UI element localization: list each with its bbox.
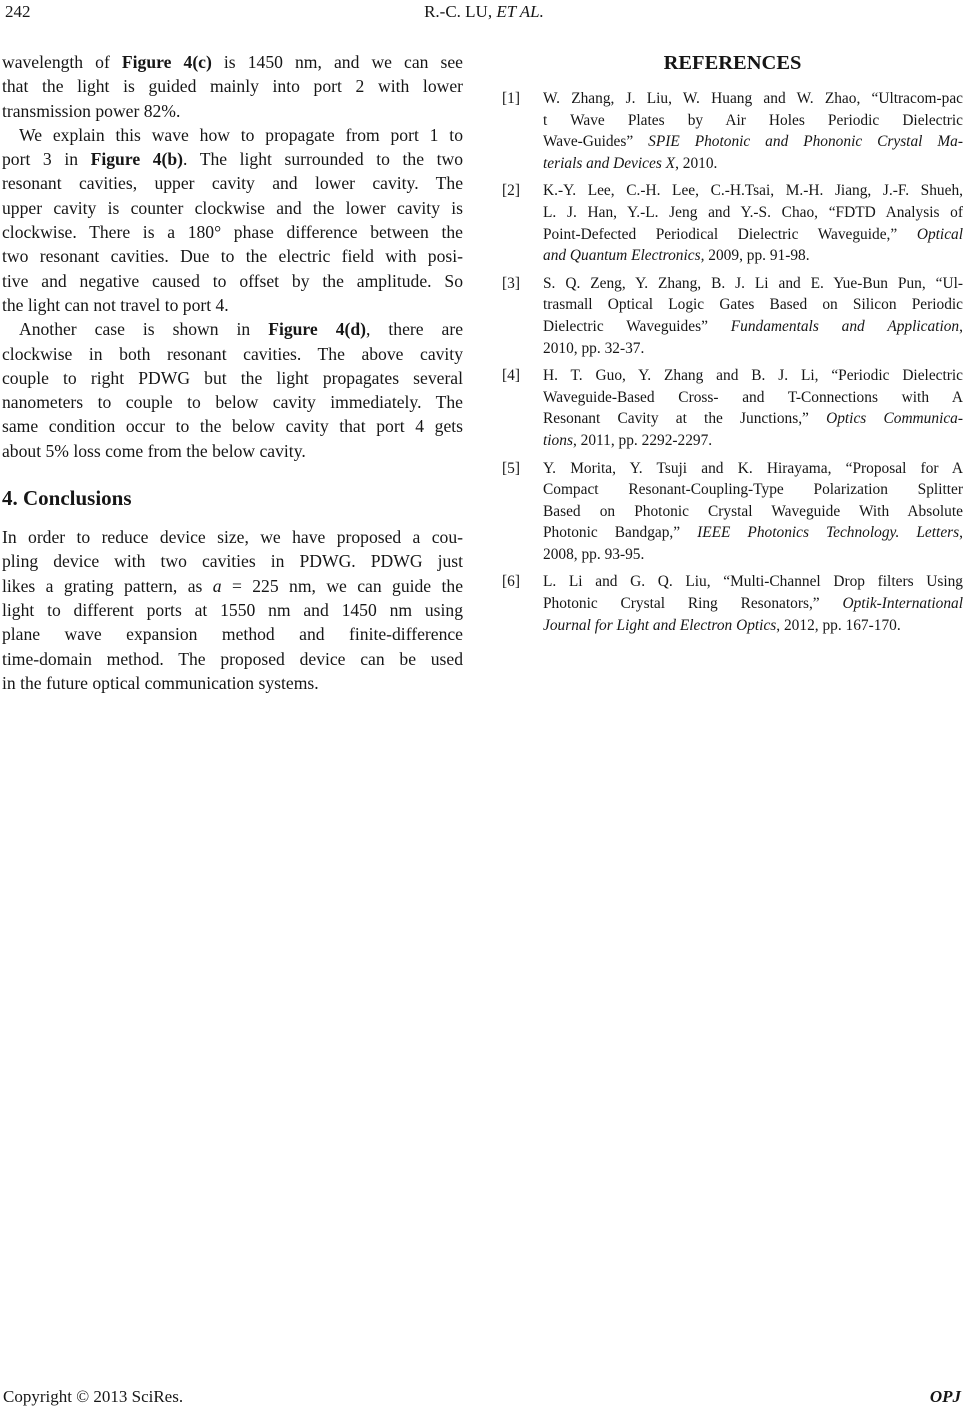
text-line [543, 224, 963, 246]
page-number: 242 [5, 2, 31, 21]
text-segment: plane wave expansion method and finite-difference [2, 624, 463, 645]
text-line [2, 366, 463, 390]
reference-text [543, 571, 963, 636]
text-line [2, 574, 463, 598]
text-line [543, 131, 963, 153]
text-segment: Figure 4(b) [90, 149, 184, 170]
text-segment: wavelength of [2, 52, 122, 72]
text-segment: Another case is shown in [19, 319, 269, 340]
text-segment: , 2010. [675, 154, 718, 172]
text-line [543, 593, 963, 615]
paragraph [2, 317, 463, 463]
text-segment: terials and Devices X [543, 154, 676, 172]
text-segment: transmission power 82%. [2, 100, 181, 121]
text-segment: K.-Y. Lee, C.-H. Lee, C.-H.Tsai, M.-H. Jiang, J.-F. Shueh, [543, 182, 963, 200]
text-segment: trasmall Optical Logic Gates Based on Silicon Periodic [543, 296, 963, 314]
text-segment: port 3 in [2, 149, 91, 170]
text-segment: Photonic Crystal Ring Resonators,” [543, 595, 843, 613]
text-segment: nanometers to couple to below cavity immediately. The [2, 392, 463, 413]
text-segment: 2010, pp. 32-37. [543, 339, 645, 357]
text-segment: In order to reduce device size, we have proposed a cou- [2, 527, 463, 548]
text-segment: Wave-Guides” [543, 133, 649, 151]
text-segment: IEEE Photonics Technology. Letters [697, 524, 960, 542]
text-segment: that the light is guided mainly into port 2 with lower [2, 76, 463, 97]
text-segment: , 2011, pp. 2292-2297. [572, 431, 713, 449]
text-line [2, 671, 463, 695]
text-segment: , there are [366, 319, 463, 340]
text-line [543, 202, 963, 224]
text-segment: Photonic Bandgap,” [543, 524, 698, 542]
text-line [2, 171, 463, 195]
text-line [543, 571, 963, 593]
text-segment: Waveguide-Based Cross- and T-Connections with A [543, 388, 963, 406]
text-segment: Y. Morita, Y. Tsuji and K. Hirayama, “Proposal for A [543, 459, 963, 477]
text-line [543, 458, 963, 480]
text-segment: t Wave Plates by Air Holes Periodic Dielectric [543, 111, 963, 129]
reference-label: [3] [502, 274, 520, 292]
text-segment: , [959, 524, 963, 542]
paragraph [2, 525, 463, 695]
text-segment: Point-Defected Periodical Dielectric Waveguide,” [543, 225, 917, 243]
text-segment: SPIE Photonic and Phononic Crystal Ma- [648, 133, 963, 151]
reference-item [502, 273, 963, 359]
text-line [2, 414, 463, 438]
text-line [543, 110, 963, 132]
copyright-notice: Copyright © 2013 SciRes. [3, 1387, 184, 1406]
text-line [2, 220, 463, 244]
text-segment: Dielectric Waveguides” [543, 317, 731, 335]
text-line [2, 439, 463, 463]
reference-label: [4] [502, 367, 520, 385]
text-segment: = 225 nm, we can guide the [221, 575, 464, 596]
journal-abbreviation: OPJ [929, 1387, 961, 1406]
text-line [2, 269, 463, 293]
text-line [2, 147, 463, 171]
reference-item [502, 180, 963, 266]
text-segment: 2009, pp. 91-98. [704, 247, 810, 265]
text-line [543, 338, 963, 360]
text-line [2, 317, 463, 341]
text-segment: light to different ports at 1550 nm and 1450 nm using [2, 599, 463, 620]
reference-text [543, 273, 963, 359]
reference-label: [1] [502, 90, 520, 107]
reference-label: [5] [502, 459, 520, 477]
text-line [543, 430, 963, 452]
text-segment: S. Q. Zeng, Y. Zhang, B. J. Li and E. Yue-Bun Pun, “Ul- [543, 274, 963, 292]
text-line [543, 88, 963, 110]
references-heading: REFERENCES [663, 52, 802, 74]
text-segment: pling device with two cavities in PDWG. PDWG just [2, 551, 463, 572]
text-line [2, 342, 463, 366]
text-segment: ET AL. [496, 2, 544, 21]
text-segment: Based on Photonic Crystal Waveguide With Absolute [543, 502, 963, 520]
paragraph [2, 50, 463, 123]
text-line [543, 294, 963, 316]
reference-item [502, 458, 963, 566]
text-segment: . The light surrounded to the two [183, 149, 463, 170]
text-segment: upper cavity is counter clockwise and the lower cavity is [2, 197, 463, 218]
reference-text [543, 88, 963, 174]
text-segment: We explain this wave how to propagate from port 1 to [19, 124, 463, 145]
text-line [2, 293, 463, 317]
text-line [543, 180, 963, 202]
text-segment: likes a grating pattern, as [2, 575, 213, 596]
text-segment: , [959, 317, 963, 335]
text-line [2, 622, 463, 646]
text-segment: H. T. Guo, Y. Zhang and B. J. Li, “Periodic Dielectric [543, 367, 963, 385]
text-segment: Optics Communica- [826, 410, 963, 428]
text-segment: clockwise in both resonant cavities. The above cavity [2, 343, 463, 364]
text-line [2, 74, 463, 98]
text-line [2, 50, 463, 74]
text-line [2, 390, 463, 414]
text-line [2, 549, 463, 573]
text-segment: clockwise. There is a 180° phase difference between the [2, 222, 463, 243]
text-segment: 2008, pp. 93-95. [543, 545, 645, 563]
reference-item [502, 365, 963, 451]
reference-text [543, 458, 963, 566]
reference-text [543, 180, 963, 266]
text-line [2, 244, 463, 268]
text-segment: , 2012, pp. 167-170. [776, 616, 901, 634]
text-line [543, 316, 963, 338]
text-segment: tive and negative caused to offset by the amplitude. So [2, 270, 463, 291]
paragraph [2, 123, 463, 317]
text-line [543, 273, 963, 295]
text-segment: tions [543, 431, 573, 449]
text-line [2, 99, 463, 123]
text-segment: L. J. Han, Y.-L. Jeng and Y.-S. Chao, “FDTD Analysis of [543, 203, 963, 221]
text-segment: resonant cavities, upper cavity and lower cavity. The [2, 173, 463, 194]
text-segment: and Quantum Electronics, [543, 247, 705, 265]
text-line [543, 544, 963, 566]
text-line [2, 525, 463, 549]
text-segment: couple to right PDWG but the light propagates several [2, 367, 463, 388]
text-segment: Optical [916, 225, 963, 243]
text-segment: about 5% loss come from the below cavity. [2, 440, 306, 461]
references-list [502, 88, 963, 636]
text-line [543, 365, 963, 387]
text-line [2, 123, 463, 147]
text-segment: Optik-International [842, 595, 963, 613]
text-segment: the light can not travel to port 4. [2, 294, 229, 315]
text-segment: two resonant cavities. Due to the electric field with posi- [2, 246, 463, 267]
running-title [0, 2, 968, 22]
text-line [2, 647, 463, 671]
text-segment: R.-C. LU, [424, 2, 497, 21]
reference-text [543, 365, 963, 451]
text-segment: a [212, 575, 222, 596]
reference-label: [2] [502, 182, 520, 200]
text-line [543, 479, 963, 501]
reference-item [502, 88, 963, 174]
left-column [2, 50, 463, 695]
text-segment: Compact Resonant-Coupling-Type Polarization Splitter [543, 481, 963, 499]
text-line [543, 615, 963, 637]
text-segment: Journal for Light and Electron Optics [543, 616, 777, 634]
text-line [543, 153, 963, 175]
text-segment: Resonant Cavity at the Junctions,” [543, 410, 827, 428]
text-line [543, 245, 963, 267]
text-line [543, 522, 963, 544]
text-segment: time-domain method. The proposed device can be used [2, 648, 463, 669]
right-column [502, 50, 963, 642]
text-segment: Figure 4(c) [121, 52, 212, 72]
text-line [543, 387, 963, 409]
text-segment: W. Zhang, J. Liu, W. Huang and W. Zhao, “Ultracom-pac [543, 90, 963, 107]
reference-item [502, 571, 963, 636]
text-segment: Fundamentals and Application [730, 317, 960, 335]
text-segment: L. Li and G. Q. Liu, “Multi-Channel Drop filters Using [543, 573, 963, 591]
text-line [2, 196, 463, 220]
text-line [543, 501, 963, 523]
text-line [543, 408, 963, 430]
reference-label: [6] [502, 573, 520, 591]
text-line [2, 598, 463, 622]
text-segment: Figure 4(d) [268, 319, 366, 340]
section-heading: 4. Conclusions [2, 486, 132, 511]
text-segment: same condition occur to the below cavity that port 4 gets [2, 416, 463, 437]
text-segment: is 1450 nm, and we can see [211, 52, 463, 72]
text-segment: in the future optical communication systems. [2, 672, 319, 693]
